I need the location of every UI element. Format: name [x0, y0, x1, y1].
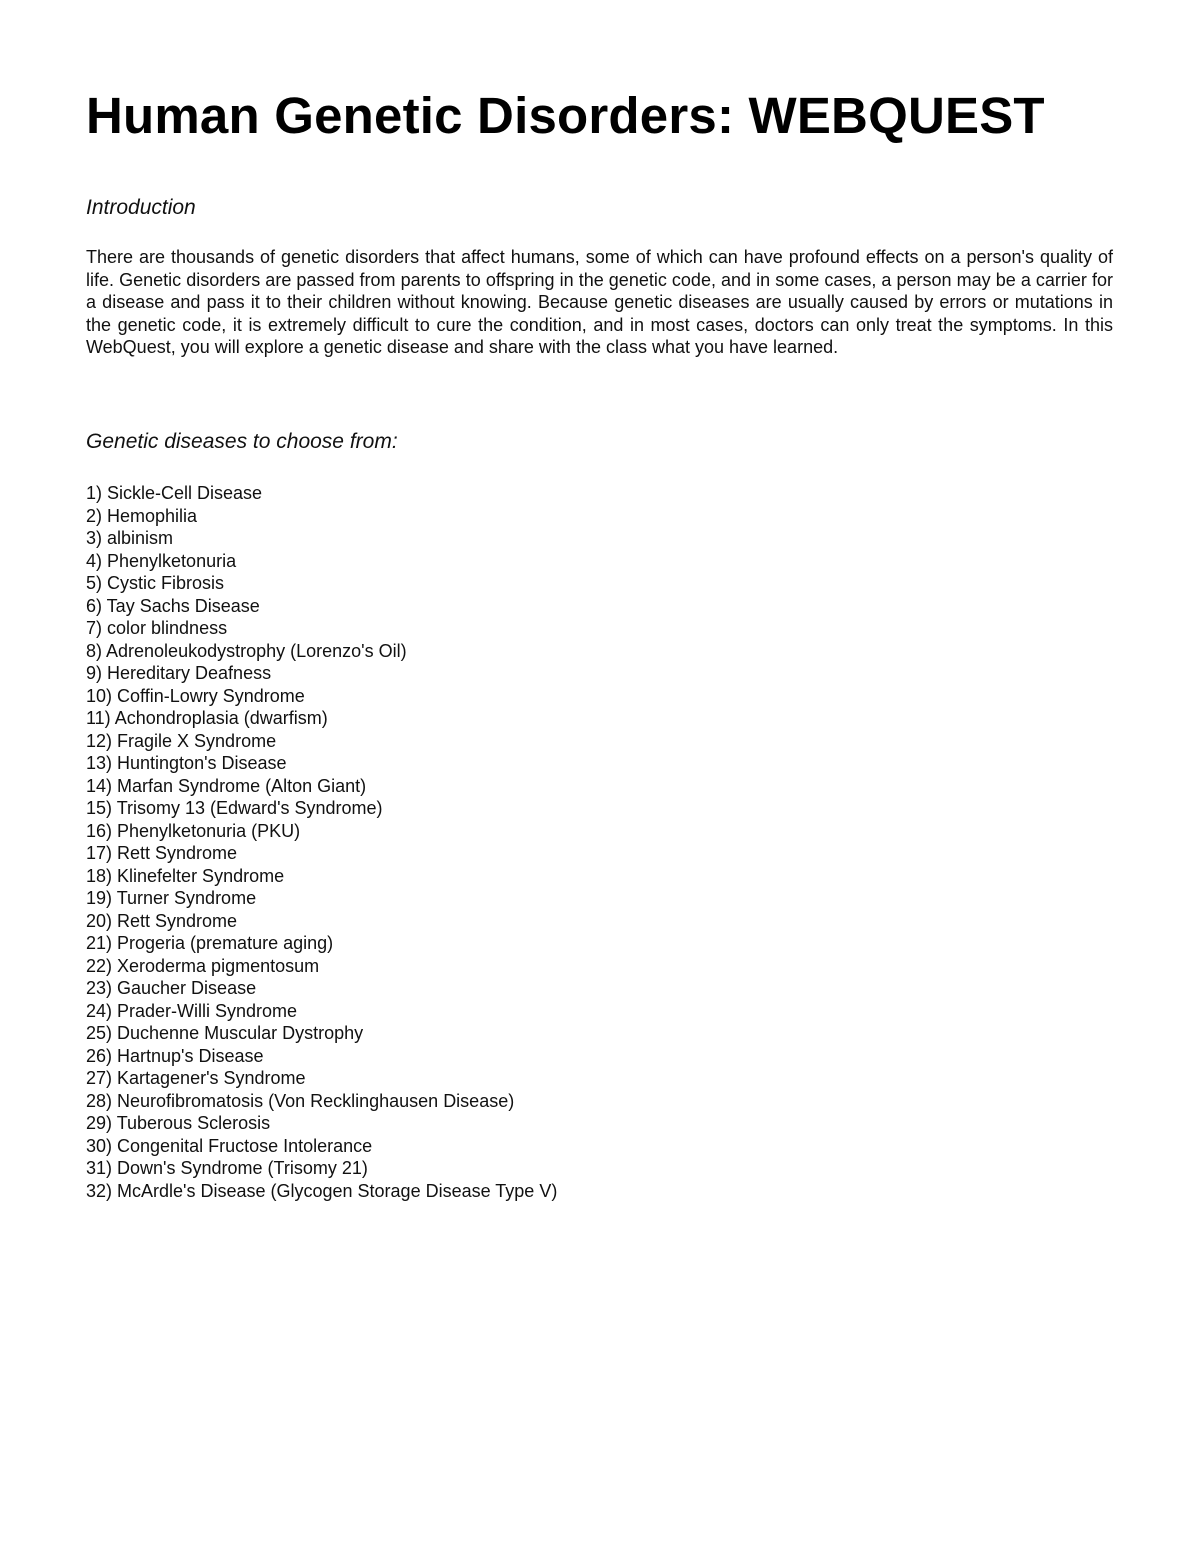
list-item: 28) Neurofibromatosis (Von Recklinghausen Disease) — [86, 1090, 515, 1111]
list-item: 19) Turner Syndrome — [86, 888, 257, 908]
list-item: 18) Klinefelter Syndrome — [86, 865, 285, 886]
list-item: 22) Xeroderma pigmentosum — [86, 955, 320, 976]
list-item: 10) Coffin-Lowry Syndrome — [86, 685, 305, 706]
list-item: 17) Rett Syndrome — [86, 843, 238, 863]
list-item: 8) Adrenoleukodystrophy (Lorenzo's Oil) — [86, 640, 407, 661]
list-item: 24) Prader-Willi Syndrome — [86, 1000, 298, 1021]
list-item: 20) Rett Syndrome — [86, 910, 238, 931]
list-item: 32) McArdle's Disease (Glycogen Storage Disease Type V) — [86, 1180, 558, 1201]
list-item: 9) Hereditary Deafness — [86, 663, 272, 683]
disease-list — [86, 482, 557, 1202]
list-item: 12) Fragile X Syndrome — [86, 730, 277, 751]
list-item: 16) Phenylketonuria (PKU) — [86, 820, 301, 841]
list-item: 6) Tay Sachs Disease — [86, 595, 260, 616]
list-item: 15) Trisomy 13 (Edward's Syndrome) — [86, 798, 383, 818]
list-item: 21) Progeria (premature aging) — [86, 933, 334, 953]
list-item: 29) Tuberous Sclerosis — [86, 1113, 271, 1133]
introduction-paragraph: There are thousands of genetic disorders that affect humans, some of which can have profound effects on a person's quality of life. Genetic disorders are passed from parents to offspring in the genetic code, and in some cases, a person may be a carrier for a disease and pass it to their children without knowing. Because genetic diseases are usually caused by errors or mutations in the genetic code, it is extremely difficult to cure the condition, and in most cases, doctors can only treat the symptoms. In this WebQuest, you will explore a genetic disease and share with the class what you have learned. — [86, 247, 1113, 358]
diseases-heading: Genetic diseases to choose from: — [86, 430, 398, 453]
list-item: 30) Congenital Fructose Intolerance — [86, 1135, 373, 1156]
list-item: 26) Hartnup's Disease — [86, 1045, 264, 1066]
list-item: 13) Huntington's Disease — [86, 753, 287, 773]
list-item: 14) Marfan Syndrome (Alton Giant) — [86, 775, 367, 796]
list-item: 25) Duchenne Muscular Dystrophy — [86, 1023, 364, 1043]
list-item: 4) Phenylketonuria — [86, 550, 237, 571]
list-item: 1) Sickle-Cell Disease — [86, 483, 263, 503]
list-item: 5) Cystic Fibrosis — [86, 573, 225, 593]
introduction-heading: Introduction — [86, 196, 196, 219]
list-item: 11) Achondroplasia (dwarfism) — [86, 708, 328, 728]
list-item: 7) color blindness — [86, 618, 228, 638]
list-item: 2) Hemophilia — [86, 505, 198, 526]
list-item: 31) Down's Syndrome (Trisomy 21) — [86, 1158, 368, 1178]
list-item: 27) Kartagener's Syndrome — [86, 1068, 306, 1088]
list-item: 23) Gaucher Disease — [86, 978, 257, 998]
page-title: Human Genetic Disorders: WEBQUEST — [86, 87, 1045, 144]
list-item: 3) albinism — [86, 528, 174, 548]
